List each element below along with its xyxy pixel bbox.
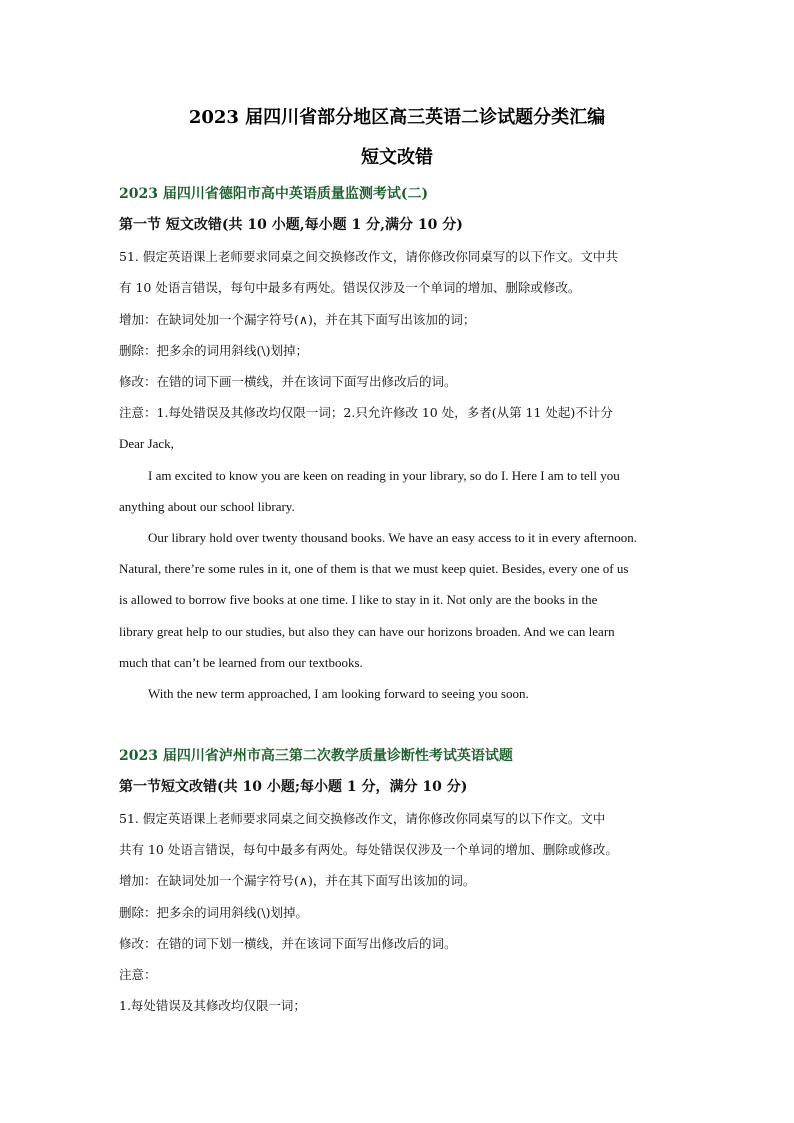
section1-source: 2023 届四川省德阳市高中英语质量监测考试(二)	[119, 186, 429, 202]
section2-instruction-line: 注意：	[119, 967, 157, 982]
section2-instruction-line: 1.每处错误及其修改均仅限一词；	[119, 998, 306, 1013]
section2-heading: 第一节短文改错(共 10 小题;每小题 1 分，满分 10 分)	[119, 779, 468, 795]
section1-instruction-line: 增加：在缺词处加一个漏字符号(∧)，并在其下面写出该加的词；	[119, 312, 476, 327]
section1-instruction-line: 注意：1.每处错误及其修改均仅限一词；2.只允许修改 10 处，多者(从第 11 处起)不计分	[119, 405, 613, 420]
section1-instruction-line: 有 10 处语言错误，每句中最多有两处。错误仅涉及一个单词的增加、删除或修改。	[119, 280, 581, 295]
letter-greeting: Dear Jack,	[119, 436, 174, 451]
section1-heading: 第一节 短文改错(共 10 小题,每小题 1 分,满分 10 分)	[119, 217, 463, 233]
passage-line: Natural, there’re some rules in it, one of them is that we must keep quiet. Besides, every one of us	[119, 561, 629, 576]
document-title: 2023 届四川省部分地区高三英语二诊试题分类汇编	[188, 107, 606, 128]
passage-line: With the new term approached, I am looking forward to seeing you soon.	[148, 686, 529, 701]
section2-source: 2023 届四川省泸州市高三第二次教学质量诊断性考试英语试题	[119, 748, 513, 764]
passage-line: is allowed to borrow five books at one time. I like to stay in it. Not only are the books in the	[119, 592, 598, 607]
section2-instruction-line: 修改：在错的词下划一横线，并在该词下面写出修改后的词。	[119, 936, 457, 951]
section1-instruction-line: 修改：在错的词下画一横线，并在该词下面写出修改后的词。	[119, 374, 457, 389]
section2-instruction-line: 删除：把多余的词用斜线(\)划掉。	[119, 905, 308, 920]
passage-line: much that can’t be learned from our textbooks.	[119, 655, 363, 670]
section1-instruction-line: 51. 假定英语课上老师要求同桌之间交换修改作文，请你修改你同桌写的以下作文。文中共	[119, 249, 618, 264]
document-subtitle: 短文改错	[361, 147, 433, 168]
passage-line: library great help to our studies, but also they can have our horizons broaden. And we can learn	[119, 624, 615, 639]
section1-instruction-line: 删除：把多余的词用斜线(\)划掉；	[119, 343, 308, 358]
passage-line: Our library hold over twenty thousand books. We have an easy access to it in every afternoon.	[148, 530, 637, 545]
section2-instruction-line: 共有 10 处语言错误，每句中最多有两处。每处错误仅涉及一个单词的增加、删除或修改。	[119, 842, 618, 857]
section2-instruction-line: 51. 假定英语课上老师要求同桌之间交换修改作文，请你修改你同桌写的以下作文。文中	[119, 811, 606, 826]
section2-instruction-line: 增加：在缺词处加一个漏字符号(∧)，并在其下面写出该加的词。	[119, 873, 476, 888]
passage-line: anything about our school library.	[119, 499, 295, 514]
passage-line: I am excited to know you are keen on reading in your library, so do I. Here I am to tell you	[148, 468, 620, 483]
